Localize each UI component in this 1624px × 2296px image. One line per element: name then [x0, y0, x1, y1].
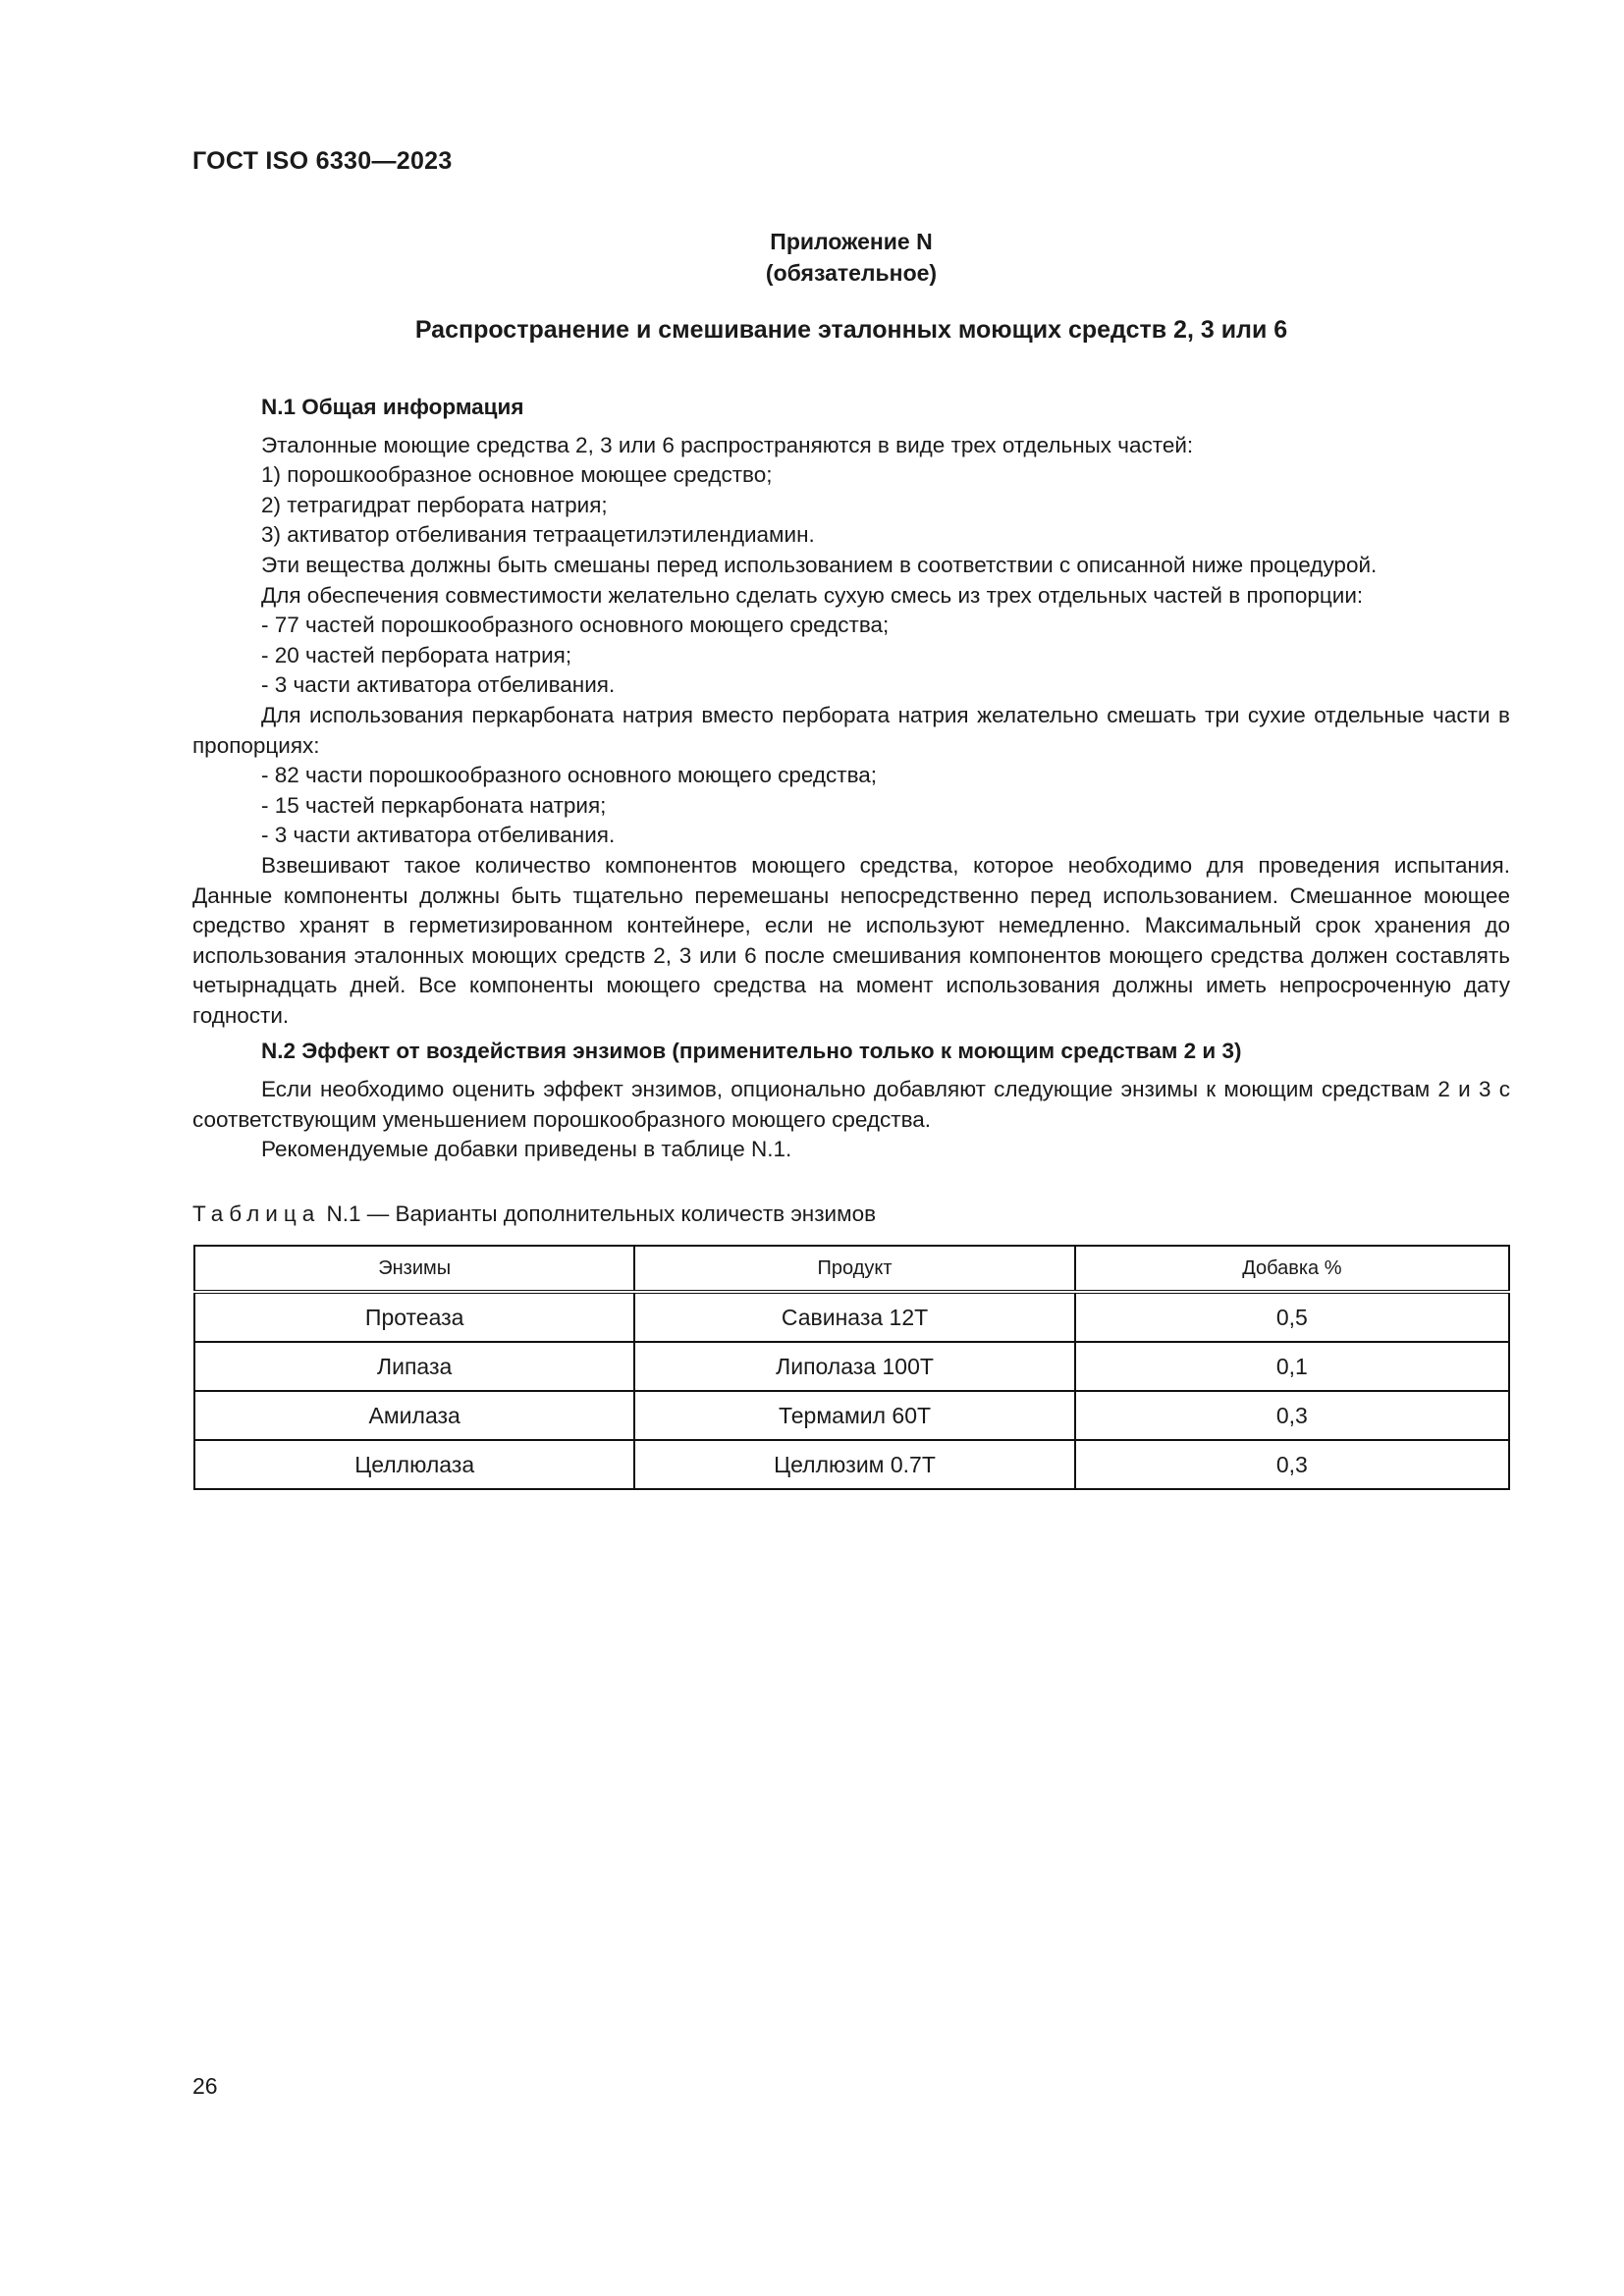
compat-note: Для обеспечения совместимости желательно сделать сухую смесь из трех отдельных частей в пропорции: — [261, 582, 1364, 608]
list-item: - 3 части активатора отбеливания. — [261, 672, 616, 698]
percarbonate-note: Для использования перкарбоната натрия вместо пербората натрия желательно смешать три сухие отдельные части в пропорциях: — [192, 702, 1510, 758]
appendix-title-block — [192, 226, 1510, 289]
appendix-status: (обязательное) — [765, 260, 938, 286]
list-item: 3) активатор отбеливания тетраацетилэтилендиамин. — [261, 522, 815, 548]
table-caption — [192, 1201, 876, 1227]
table-cell-additive: 0,1 — [1075, 1342, 1509, 1391]
weighing-note: Взвешивают такое количество компонентов моющего средства, которое необходимо для проведения испытания. Данные компоненты должны быть тщательно перемешаны непосредственно перед использованием. Смешанное моющее средство хранят в герметизированном контейнере, если не используют немедленно. Максимальный срок хранения до использования эталонных моющих средств 2, 3 или 6 после смешивания компонентов моющего средства должен составлять четырнадцать дней. Все компоненты моющего средства на момент использования должны иметь непросроченную дату годности. — [192, 852, 1510, 1028]
column-header-enzymes: Энзимы — [194, 1246, 634, 1292]
table-cell-product: Целлюзим 0.7Т — [634, 1440, 1074, 1489]
table-header-row — [194, 1246, 1509, 1292]
table-cell-enzyme: Протеаза — [194, 1292, 634, 1342]
table-caption-text: N.1 — Варианты дополнительных количеств энзимов — [326, 1201, 877, 1226]
enzyme-table — [193, 1245, 1510, 1490]
list-item: - 15 частей перкарбоната натрия; — [261, 792, 607, 818]
column-header-additive: Добавка % — [1075, 1246, 1509, 1292]
table-cell-enzyme: Амилаза — [194, 1391, 634, 1440]
document-body — [192, 393, 1510, 1165]
mix-note: Эти вещества должны быть смешаны перед использованием в соответствии с описанной ниже процедурой. — [261, 552, 1378, 577]
list-item: - 77 частей порошкообразного основного моющего средства; — [261, 613, 890, 638]
table-row — [194, 1342, 1509, 1391]
list-item: 2) тетрагидрат пербората натрия; — [261, 492, 608, 517]
table-cell-product: Липолаза 100Т — [634, 1342, 1074, 1391]
list-item: 1) порошкообразное основное моющее средство; — [261, 462, 773, 488]
section-1-title: N.1 Общая информация — [261, 395, 524, 419]
column-header-product: Продукт — [634, 1246, 1074, 1292]
list-item: - 20 частей пербората натрия; — [261, 642, 572, 667]
table-cell-additive: 0,5 — [1075, 1292, 1509, 1342]
standard-header: ГОСТ ISO 6330—2023 — [192, 147, 453, 175]
section-2-title: N.2 Эффект от воздействия энзимов (применительно только к моющим средствам 2 и 3) — [261, 1039, 1242, 1064]
table-cell-product: Савиназа 12Т — [634, 1292, 1074, 1342]
table-cell-additive: 0,3 — [1075, 1440, 1509, 1489]
table-cell-enzyme: Целлюлаза — [194, 1440, 634, 1489]
section-2-para-2: Рекомендуемые добавки приведены в таблице N.1. — [261, 1137, 792, 1162]
table-caption-label: Таблица — [192, 1201, 321, 1226]
table-cell-product: Термамил 60Т — [634, 1391, 1074, 1440]
table-row — [194, 1292, 1509, 1342]
section-1-intro: Эталонные моющие средства 2, 3 или 6 распространяются в виде трех отдельных частей: — [261, 432, 1194, 457]
appendix-title: Приложение N — [770, 229, 933, 254]
list-item: - 3 части активатора отбеливания. — [261, 823, 616, 848]
table-cell-enzyme: Липаза — [194, 1342, 634, 1391]
appendix-heading: Распространение и смешивание эталонных моющих средств 2, 3 или 6 — [414, 316, 1288, 344]
page-number: 26 — [192, 2073, 218, 2099]
table-row — [194, 1440, 1509, 1489]
list-item: - 82 части порошкообразного основного моющего средства; — [261, 763, 878, 788]
table-cell-additive: 0,3 — [1075, 1391, 1509, 1440]
table-row — [194, 1391, 1509, 1440]
section-2-para-1: Если необходимо оценить эффект энзимов, опционально добавляют следующие энзимы к моющим средствам 2 и 3 с соответствующим уменьшением порошкообразного моющего средства. — [192, 1077, 1510, 1132]
